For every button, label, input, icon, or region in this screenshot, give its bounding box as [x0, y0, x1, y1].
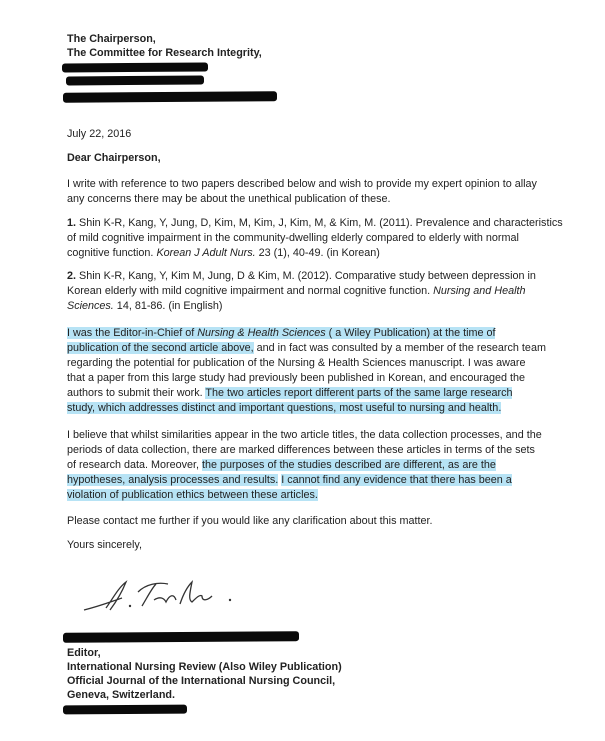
editor-paragraph-line-2 — [67, 341, 546, 355]
opinion-paragraph-line-2: periods of data collection, there are marked differences between these articles in terms of the sets — [67, 444, 535, 456]
footer-line-3: Official Journal of the International Nursing Council, — [67, 675, 336, 687]
redacted-address-2 — [66, 76, 204, 86]
editor-paragraph-line-4: that a paper from this large study had previously been published in Korean, and encouraged the — [67, 372, 525, 384]
addressee-line-2: The Committee for Research Integrity, — [67, 47, 262, 59]
reference-1-line-3 — [67, 246, 380, 260]
redacted-email — [63, 705, 187, 715]
editor-paragraph-text: and in fact was consulted by a member of the research team — [253, 342, 546, 354]
highlighted-text: publication of the second article above, — [67, 342, 254, 354]
intro-line-1: I write with reference to two papers described below and wish to provide my expert opinion to allay — [67, 178, 537, 190]
reference-1-number: 1. — [67, 217, 77, 229]
editor-paragraph-line-5 — [67, 386, 512, 400]
handwritten-signature — [82, 568, 287, 629]
reference-2-journal-end: Sciences. — [67, 300, 114, 312]
highlighted-text: study, which addresses distinct and important questions, most useful to nursing and health. — [67, 402, 502, 414]
opinion-paragraph-line-1: I believe that whilst similarities appear in the two article titles, the data collection processes, and the — [67, 429, 542, 441]
editor-publisher-note: ( a Wiley Publication) at the time of — [325, 327, 496, 339]
redacted-address-3 — [63, 91, 277, 102]
reference-1-title-end: cognitive function. — [67, 247, 157, 259]
intro-line-2: any concerns there may be about the unethical publication of these. — [67, 193, 391, 205]
redacted-signatory-name — [63, 631, 299, 643]
highlighted-text: I cannot find any evidence that there has been a — [281, 474, 512, 486]
highlighted-text: hypotheses, analysis processes and results. — [67, 474, 279, 486]
opinion-paragraph-line-5 — [67, 488, 318, 502]
reference-2-journal: Nursing and Health — [433, 285, 526, 297]
editor-paragraph-line-1 — [67, 326, 495, 340]
reference-2-number: 2. — [67, 270, 77, 282]
highlighted-text: violation of publication ethics between these articles. — [67, 489, 318, 501]
footer-line-1: Editor, — [67, 647, 101, 659]
closing-line: Yours sincerely, — [67, 539, 143, 551]
reference-1-authors: Shin K-R, Kang, Y, Jung, D, Kim, M, Kim, J, Kim, M, & Kim, M. (2011). Prevalence and characteristics — [76, 217, 563, 229]
highlighted-text — [67, 327, 495, 339]
reference-2-line-2 — [67, 284, 526, 298]
editor-paragraph-text: authors to submit their work. — [67, 387, 206, 399]
reference-2-title: Korean elderly with mild cognitive impairment and normal cognitive function. — [67, 285, 434, 297]
signature-text: S. Fralle. — [282, 628, 287, 629]
reference-2-line-3 — [67, 299, 222, 313]
highlighted-text: the purposes of the studies described are different, as are the — [202, 459, 496, 471]
opinion-paragraph-text: of research data. Moreover, — [67, 459, 203, 471]
reference-1-line-1 — [67, 216, 563, 230]
reference-1-journal: Korean J Adult Nurs. — [156, 247, 256, 259]
addressee-line-1: The Chairperson, — [67, 33, 156, 45]
opinion-paragraph-line-4 — [67, 473, 512, 487]
reference-2-line-1 — [67, 269, 536, 283]
editor-paragraph-line-6 — [67, 401, 501, 415]
editor-paragraph-line-3: regarding the potential for publication of the Nursing & Health Sciences manuscript. I was aware — [67, 357, 526, 369]
reference-2-authors: Shin K-R, Kang, Y, Kim M, Jung, D & Kim, M. (2012). Comparative study between depression in — [76, 270, 536, 282]
highlighted-text: The two articles report different parts of the same large research — [205, 387, 513, 399]
footer-line-4: Geneva, Switzerland. — [67, 689, 176, 701]
editor-role-text: I was the Editor-in-Chief of — [67, 327, 198, 339]
footer-line-2: International Nursing Review (Also Wiley Publication) — [67, 661, 342, 673]
editor-journal-name: Nursing & Health Sciences — [197, 327, 326, 339]
contact-line: Please contact me further if you would like any clarification about this matter. — [67, 515, 433, 527]
opinion-paragraph-line-3 — [67, 458, 496, 472]
reference-1-line-2: of mild cognitive impairment in the community-dwelling elderly compared to elderly with normal — [67, 232, 519, 244]
salutation: Dear Chairperson, — [67, 152, 161, 164]
redacted-address-1 — [62, 62, 208, 72]
letter-date: July 22, 2016 — [67, 128, 132, 140]
reference-2-volume: 14, 81-86. (in English) — [113, 300, 223, 312]
reference-1-volume: 23 (1), 40-49. (in Korean) — [255, 247, 380, 259]
